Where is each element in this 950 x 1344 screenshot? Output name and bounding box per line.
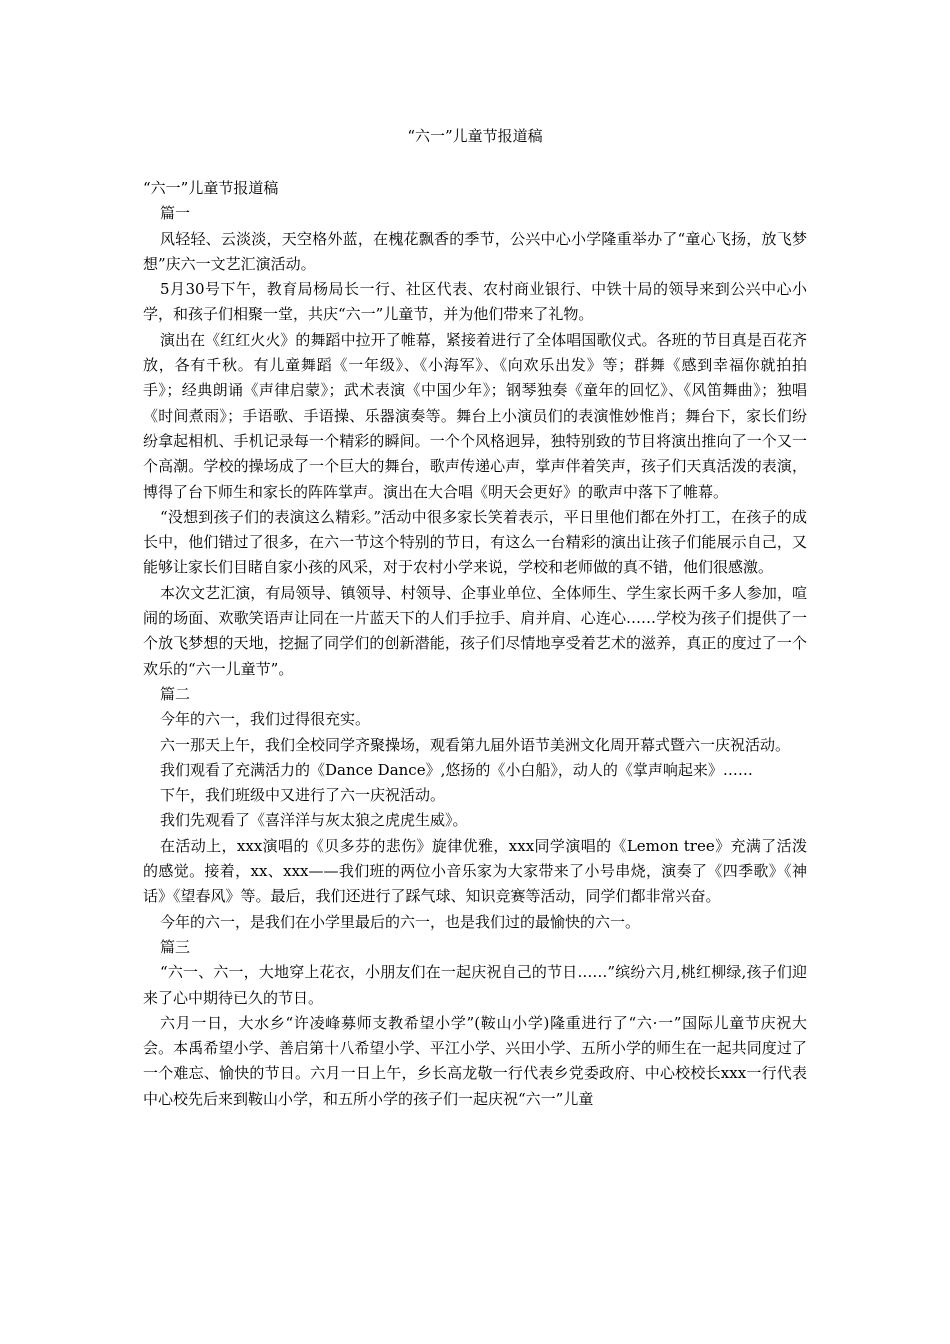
paragraph: 我们先观看了《喜洋洋与灰太狼之虎虎生威》。 xyxy=(160,811,468,830)
section-heading: 篇二 xyxy=(160,684,191,703)
paragraph: 六一那天上午，我们全校同学齐聚操场，观看第九届外语节美洲文化周开幕式暨六一庆祝活动。 xyxy=(160,735,791,754)
paragraph: “六一、六一，大地穿上花衣，小朋友们在一起庆祝自己的节日……”缤纷六月,桃红柳绿,孩子们迎来了心中期待已久的节日。 xyxy=(143,963,807,1007)
paragraph: 今年的六一，我们过得很充实。 xyxy=(160,710,371,729)
paragraph: 本次文艺汇演，有局领导、镇领导、村领导、企事业单位、全体师生、学生家长两千多人参加，喧闹的场面、欢歌笑语声让同在一片蓝天下的人们手拉手、肩并肩、心连心……学校为孩子们提供了一个放飞梦想的天地，挖掘了同学们的创新潜能，孩子们尽情地享受着艺术的滋养，真正的度过了一个欢乐的“六一儿童节”。 xyxy=(143,583,807,678)
section-heading: 篇三 xyxy=(160,937,191,956)
section-heading: 篇一 xyxy=(160,204,191,223)
paragraph: 今年的六一，是我们在小学里最后的六一，也是我们过的最愉快的六一。 xyxy=(160,912,641,931)
paragraph: 风轻轻、云淡淡，天空格外蓝，在槐花飘香的季节，公兴中心小学隆重举办了“童心飞扬，放飞梦想”庆六一文艺汇演活动。 xyxy=(143,229,807,273)
document-title: “六一”儿童节报道稿 xyxy=(407,127,543,145)
document-subtitle: “六一”儿童节报道稿 xyxy=(143,179,279,197)
paragraph: 演出在《红红火火》的舞蹈中拉开了帷幕，紧接着进行了全体唱国歌仪式。各班的节目真是百花齐放，各有千秋。有儿童舞蹈《一年级》、《小海军》、《向欢乐出发》等；群舞《感到幸福你就拍拍手》；经典朗诵《声律启蒙》；武术表演《中国少年》；钢琴独奏《童年的回忆》、《风笛舞曲》；独唱《时间煮雨》；手语歌、手语操、乐器演奏等。舞台上小演员们的表演惟妙惟肖；舞台下，家长们纷纷拿起相机、手机记录每一个精彩的瞬间。一个个风格迥异，独特别致的节目将演出推向了一个又一个高潮。学校的操场成了一个巨大的舞台，歌声传递心声，掌声伴着笑声，孩子们天真活泼的表演，博得了台下师生和家长的阵阵掌声。演出在大合唱《明天会更好》的歌声中落下了帷幕。 xyxy=(143,330,807,501)
paragraph: 下午，我们班级中又进行了六一庆祝活动。 xyxy=(160,786,446,805)
document-body xyxy=(143,176,807,1112)
paragraph: 在活动上，xxx演唱的《贝多芬的悲伤》旋律优雅，xxx同学演唱的《Lemon tree》充满了活泼的感觉。接着，xx、xxx——我们班的两位小音乐家为大家带来了小号串烧，演奏了《四季歌》《神话》《望春风》等。最后，我们还进行了踩气球、知识竞赛等活动，同学们都非常兴奋。 xyxy=(143,836,807,906)
paragraph: 六月一日，大水乡“许凌峰募师支教希望小学”(鞍山小学)隆重进行了“六·一”国际儿童节庆祝大会。本禹希望小学、善启第十八希望小学、平江小学、兴田小学、五所小学的师生在一起共同度过了一个难忘、愉快的节日。六月一日上午，乡长高龙敬一行代表乡党委政府、中心校校长xxx一行代表中心校先后来到鞍山小学，和五所小学的孩子们一起庆祝“六一”儿童 xyxy=(143,1013,807,1108)
paragraph: 我们观看了充满活力的《Dance Dance》,悠扬的《小白船》，动人的《掌声响起来》…… xyxy=(160,760,753,779)
paragraph: 5月30号下午，教育局杨局长一行、社区代表、农村商业银行、中铁十局的领导来到公兴中心小学，和孩子们相聚一堂，共庆“六一”儿童节，并为他们带来了礼物。 xyxy=(143,280,807,324)
paragraph: “没想到孩子们的表演这么精彩。”活动中很多家长笑着表示，平日里他们都在外打工，在孩子的成长中，他们错过了很多，在六一节这个特别的节日，有这么一台精彩的演出让孩子们能展示自己，又能够让家长们目睹自家小孩的风采，对于农村小学来说，学校和老师做的真不错，他们很感激。 xyxy=(143,507,807,577)
